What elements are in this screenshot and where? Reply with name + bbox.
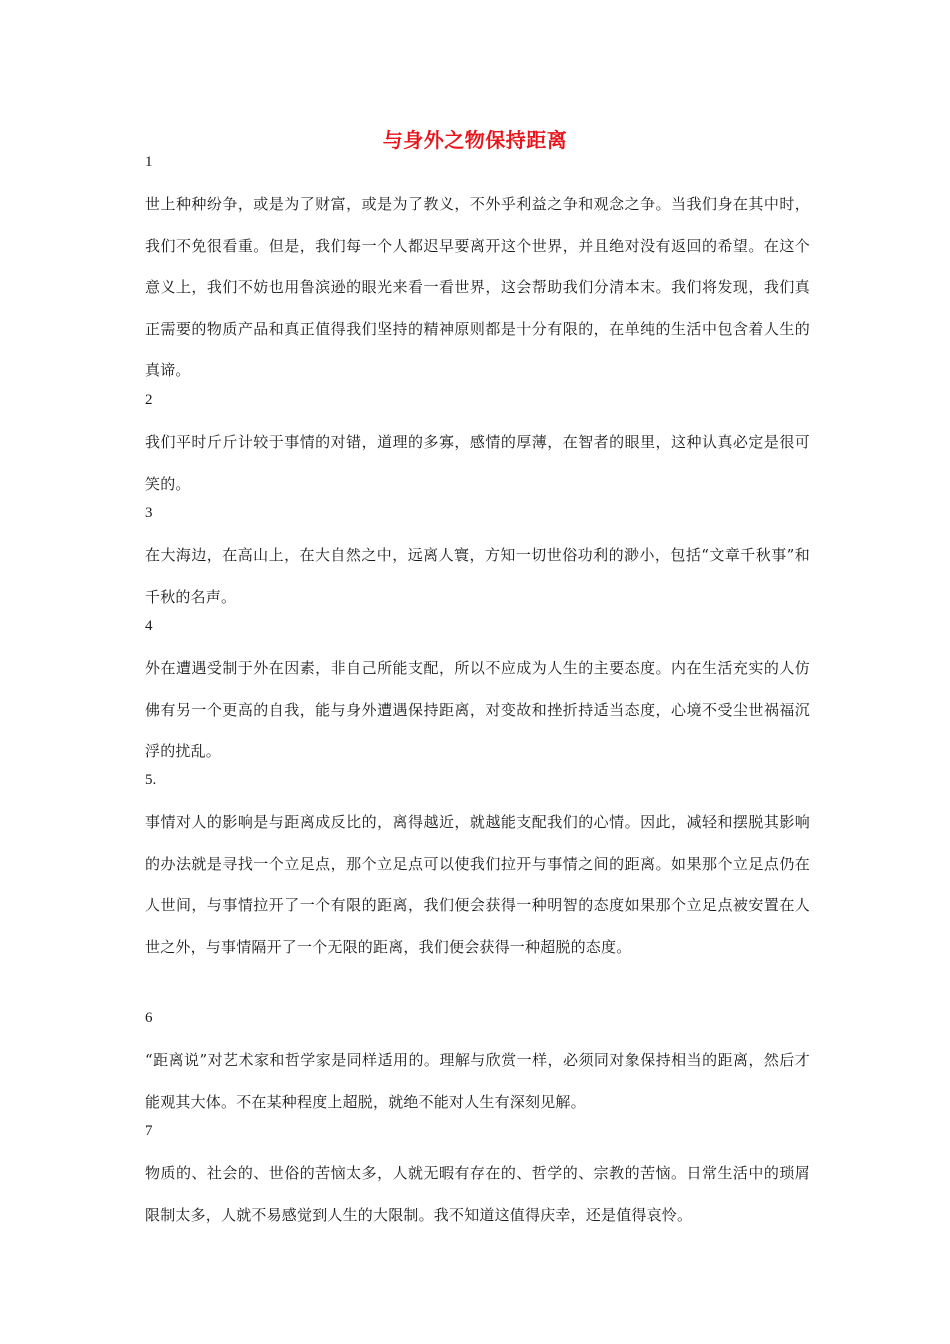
document-title: 与身外之物保持距离 (382, 128, 568, 152)
section-7 (145, 1121, 810, 1236)
section-3 (145, 503, 810, 618)
section-paragraph: 外在遭遇受制于外在因素，非自己所能支配，所以不应成为人生的主要态度。内在生活充实的人仿佛有另一个更高的自我，能与身外遭遇保持距离，对变故和挫折持适当态度，心境不受尘世祸福沉浮的扰乱。 (145, 659, 810, 760)
section-paragraph: 我们平时斤斤计较于事情的对错，道理的多寡，感情的厚薄，在智者的眼里，这种认真必定是很可笑的。 (145, 433, 810, 493)
section-paragraph: “距离说”对艺术家和哲学家是同样适用的。理解与欣赏一样，必须同对象保持相当的距离，然后才能观其大体。不在某种程度上超脱，就绝不能对人生有深刻见解。 (145, 1051, 810, 1111)
section-number: 1 (145, 154, 153, 170)
section-paragraph: 在大海边，在高山上，在大自然之中，远离人寰，方知一切世俗功利的渺小，包括“文章千秋事”和千秋的名声。 (145, 546, 810, 606)
section-2 (145, 390, 810, 505)
section-paragraph: 物质的、社会的、世俗的苦恼太多，人就无暇有存在的、哲学的、宗教的苦恼。日常生活中的琐屑限制太多，人就不易感觉到人生的大限制。我不知道这值得庆幸，还是值得哀怜。 (145, 1164, 810, 1224)
section-paragraph: 事情对人的影响是与距离成反比的，离得越近，就越能支配我们的心情。因此，减轻和摆脱其影响的办法就是寻找一个立足点，那个立足点可以使我们拉开与事情之间的距离。如果那个立足点仍在人世间，与事情拉开了一个有限的距离，我们便会获得一种明智的态度如果那个立足点被安置在人世之外，与事情隔开了一个无限的距离，我们便会获得一种超脱的态度。 (145, 813, 810, 956)
section-1 (145, 152, 810, 392)
section-6 (145, 1008, 810, 1123)
section-paragraph: 世上种种纷争，或是为了财富，或是为了教义，不外乎利益之争和观念之争。当我们身在其中时，我们不免很看重。但是，我们每一个人都迟早要离开这个世界，并且绝对没有返回的希望。在这个意义上，我们不妨也用鲁滨逊的眼光来看一看世界，这会帮助我们分清本末。我们将发现，我们真正需要的物质产品和真正值得我们坚持的精神原则都是十分有限的，在单纯的生活中包含着人生的真谛。 (145, 195, 810, 379)
section-4 (145, 616, 810, 773)
section-number: 2 (145, 392, 153, 408)
section-number: 3 (145, 505, 153, 521)
section-number: 6 (145, 1010, 153, 1026)
section-number: 4 (145, 618, 153, 634)
section-number: 7 (145, 1123, 153, 1139)
section-5 (145, 770, 810, 968)
section-number: 5. (145, 772, 157, 788)
